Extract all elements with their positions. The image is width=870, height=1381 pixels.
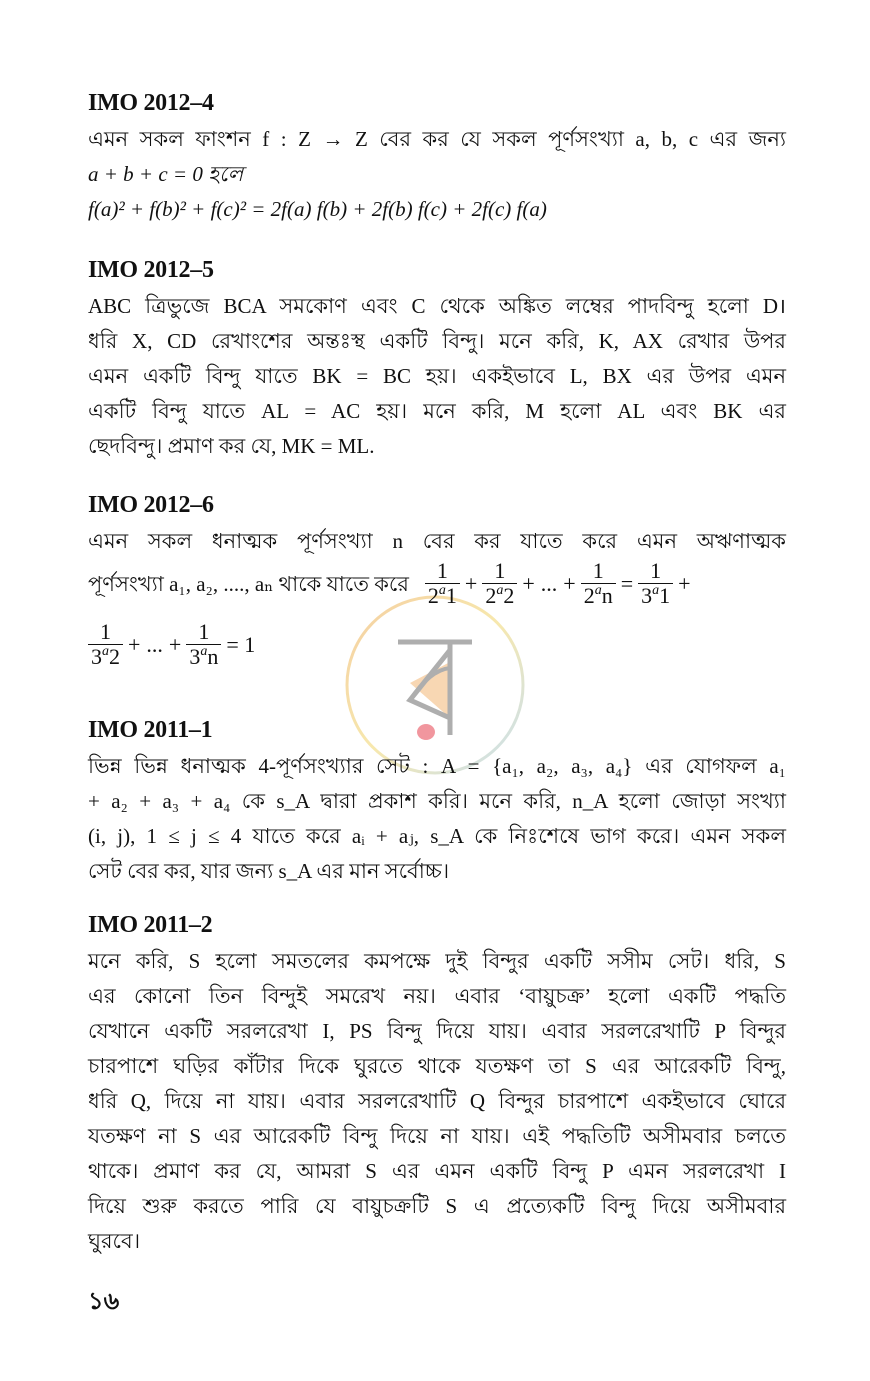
problem-text-line: ছেদবিন্দু। প্রমাণ কর যে, MK = ML.: [88, 434, 375, 458]
problem-text-line: ভিন্ন ভিন্ন ধনাত্মক 4-পূর্ণসংখ্যার সেট : A = {a₁, a₂, a₃, a₄} এর যোগফল a₁: [88, 754, 786, 778]
problem-text-line: a + b + c = 0 হলে: [88, 162, 244, 186]
problem-text-line: (i, j), 1 ≤ j ≤ 4 যাতে করে aᵢ + aⱼ, s_A কে নিঃশেষে ভাগ করে। এমন সকল: [88, 824, 786, 848]
problem-text-line: সেট বের কর, যার জন্য s_A এর মান সর্বোচ্চ।: [88, 859, 450, 883]
fraction-term: $\frac{1}{2^an}$: [581, 559, 616, 608]
fraction-term: $\frac{1}{2^a1}$: [425, 559, 460, 608]
problem-text-line: এর কোনো তিন বিন্দুই সমরেখ নয়। এবার ‘বায়ুচক্র’ হলো একটি পদ্ধতি: [88, 984, 786, 1008]
problem-text-line: যতক্ষণ না S এর আরেকটি বিন্দু দিয়ে না যায়। এই পদ্ধতিটি অসীমবার চলতে: [88, 1124, 786, 1148]
problem-heading: IMO 2011–2: [88, 912, 213, 938]
problem-text-line: ঘুরবে।: [88, 1229, 141, 1253]
problem-heading: IMO 2012–6: [88, 492, 214, 518]
problem-text-line: এমন সকল ধনাত্মক পূর্ণসংখ্যা n বের কর যাতে করে এমন অঋণাত্মক: [88, 529, 786, 553]
problem-heading: IMO 2012–5: [88, 257, 214, 283]
problem-text-line: চারপাশে ঘড়ির কাঁটার দিকে ঘুরতে থাকে যতক্ষণ তা S এর আরেকটি বিন্দু,: [88, 1054, 786, 1078]
problem-text-line: ধরি Q, দিয়ে না যায়। এবার সরলরেখাটি Q বিন্দুর চারপাশে একইভাবে ঘোরে: [88, 1089, 786, 1113]
problem-imo-2011-1: [88, 715, 786, 889]
problem-text-line: যেখানে একটি সরলরেখা I, PS বিন্দু দিয়ে যায়। এবার সরলরেখাটি P বিন্দুর: [88, 1019, 786, 1043]
fraction-term: $\frac{1}{3^an}$: [186, 620, 221, 669]
problem-text-line: + a₂ + a₃ + a₄ কে s_A দ্বারা প্রকাশ করি। মনে করি, n_A হলো জোড়া সংখ্যা: [88, 789, 786, 813]
problem-heading: IMO 2011–1: [88, 717, 213, 743]
problem-text-line: থাকে। প্রমাণ কর যে, আমরা S এর এমন একটি বিন্দু P এমন সরলরেখা I: [88, 1159, 786, 1183]
problem-text-line: ABC ত্রিভুজে BCA সমকোণ এবং C থেকে অঙ্কিত লম্বের পাদবিন্দু হলো D।: [88, 294, 786, 318]
problem-imo-2012-6: [88, 490, 786, 669]
problem-imo-2012-5: [88, 255, 786, 464]
problem-heading: IMO 2012–4: [88, 90, 214, 116]
problem-text-line: এমন একটি বিন্দু যাতে BK = BC হয়। একইভাবে L, BX এর উপর এমন: [88, 364, 786, 388]
fraction-term: $\frac{1}{3^a2}$: [88, 620, 123, 669]
problem-imo-2011-2: [88, 910, 786, 1259]
problem-text-line: ধরি X, CD রেখাংশের অন্তঃস্থ একটি বিন্দু। মনে করি, K, AX রেখার উপর: [88, 329, 786, 353]
problem-text-line: একটি বিন্দু যাতে AL = AC হয়। মনে করি, M হলো AL এবং BK এর: [88, 399, 786, 423]
fraction-term: $\frac{1}{3^a1}$: [638, 559, 673, 608]
equation-line-1: পূর্ণসংখ্যা a₁, a₂, ...., aₙ থাকে যাতে করে $\frac{1}{2^a1}$ + $\frac{1}{2^a2}$ + ... + $\frac{1}{2^an}$ = $\frac{1}{3^a1}$ +: [88, 558, 691, 608]
problem-text-line: দিয়ে শুরু করতে পারি যে বায়ুচক্রটি S এ প্রত্যেকটি বিন্দু দিয়ে অসীমবার: [88, 1194, 786, 1218]
problem-text-line: পূর্ণসংখ্যা a₁, a₂, ...., aₙ থাকে যাতে করে: [88, 571, 409, 596]
page-number: ১৬: [88, 1289, 120, 1315]
problem-imo-2012-4: [88, 88, 786, 227]
problem-text-line: এমন সকল ফাংশন f : Z → Z বের কর যে সকল পূর্ণসংখ্যা a, b, c এর জন্য: [88, 127, 786, 151]
problem-equation: f(a)² + f(b)² + f(c)² = 2f(a) f(b) + 2f(b) f(c) + 2f(c) f(a): [88, 197, 547, 221]
equation-line-2: $\frac{1}{3^a2}$ + ... + $\frac{1}{3^an}$ = 1: [88, 620, 786, 669]
fraction-term: $\frac{1}{2^a2}$: [482, 559, 517, 608]
problem-text-line: মনে করি, S হলো সমতলের কমপক্ষে দুই বিন্দুর একটি সসীম সেট। ধরি, S: [88, 949, 786, 973]
